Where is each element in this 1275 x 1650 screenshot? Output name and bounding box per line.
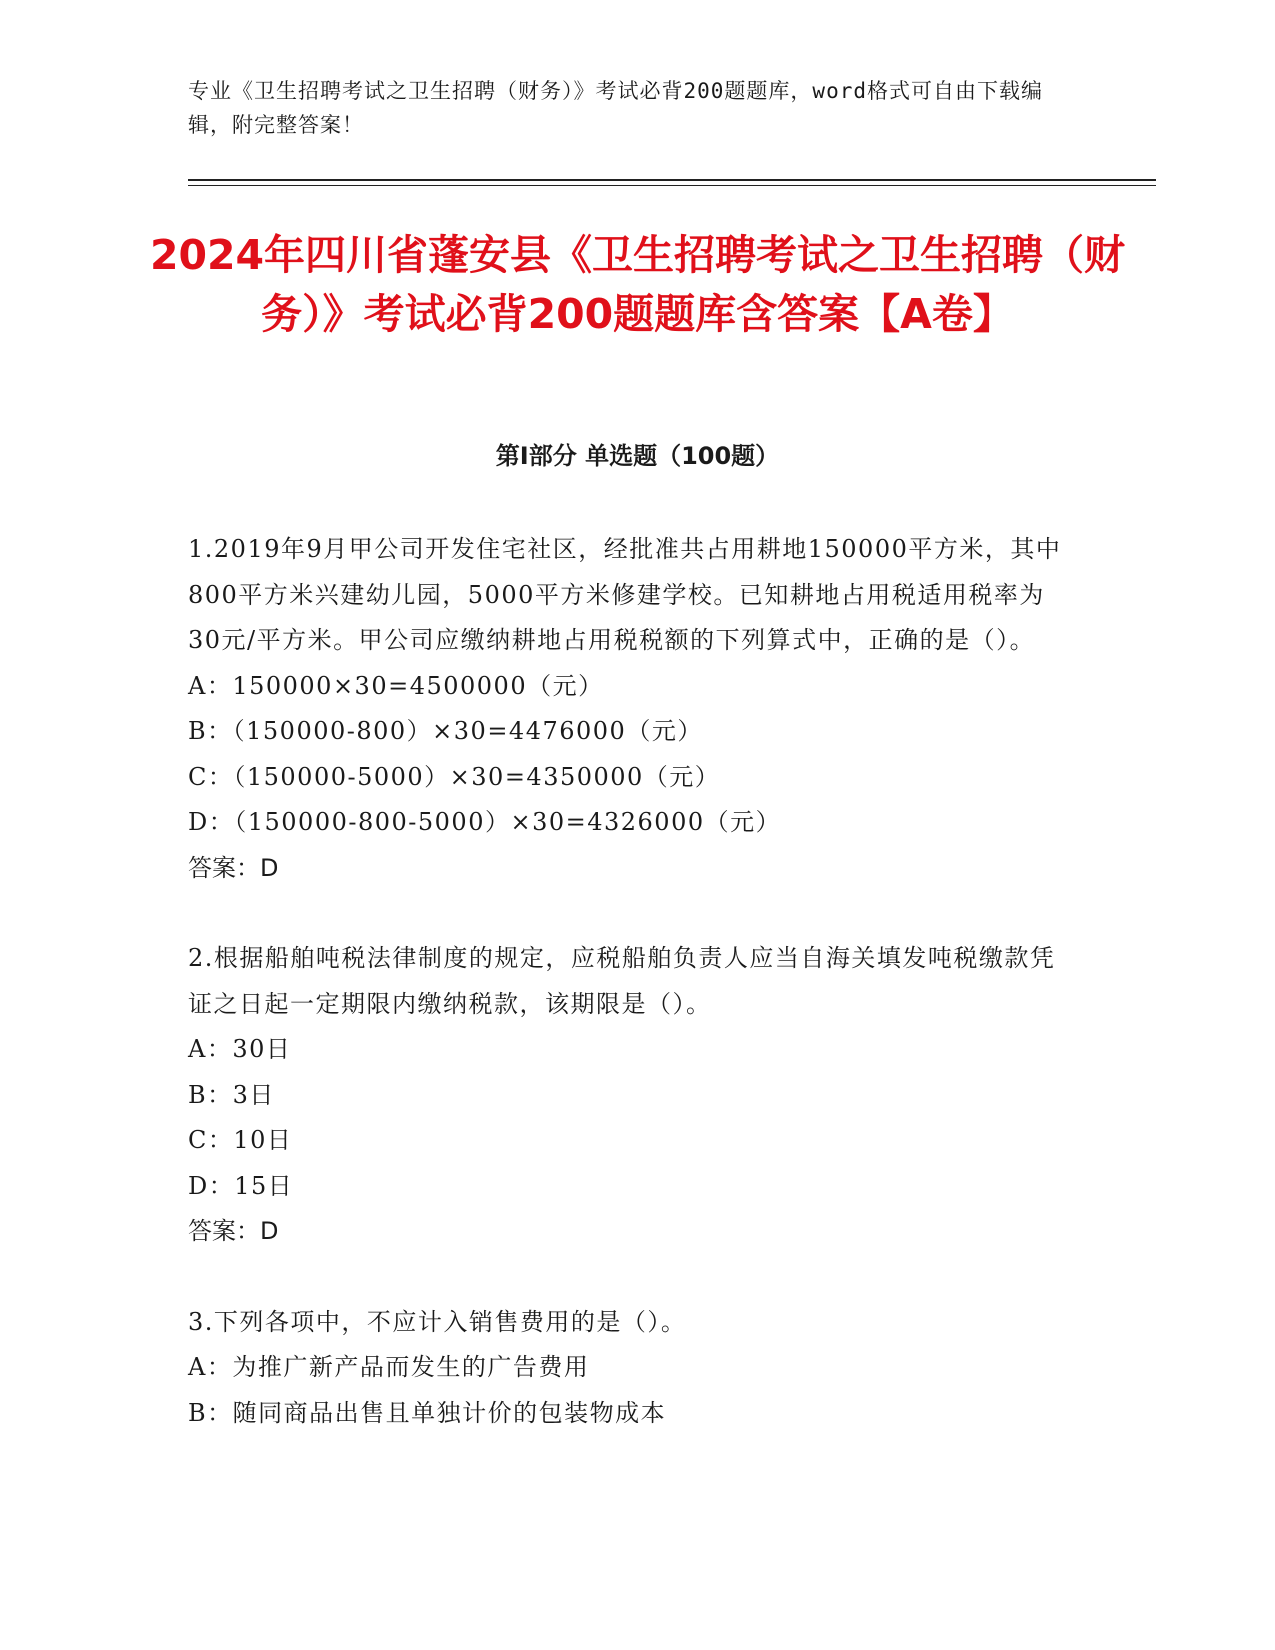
option-b: B：（150000-800）×30=4476000（元） bbox=[188, 717, 703, 745]
question-3 bbox=[188, 1300, 1078, 1437]
option-b: B：3日 bbox=[188, 1080, 275, 1109]
option-a: A：150000×30=4500000（元） bbox=[188, 671, 604, 700]
question-stem: 1.2019年9月甲公司开发住宅社区，经批准共占用耕地150000平方米，其中800平方米兴建幼儿园，5000平方米修建学校。已知耕地占用税适用税率为30元/平方米。甲公司应缴纳耕地占用税税额的下列算式中，正确的是（）。 bbox=[188, 535, 1062, 654]
answer: 答案：D bbox=[188, 1217, 279, 1245]
section-heading: 第Ⅰ部分 单选题（100题） bbox=[495, 442, 780, 470]
header-divider-thick bbox=[188, 179, 1156, 181]
question-stem: 2.根据船舶吨税法律制度的规定，应税船舶负责人应当自海关填发吨税缴款凭证之日起一定期限内缴纳税款，该期限是（）。 bbox=[188, 944, 1056, 1018]
option-a: A：为推广新产品而发生的广告费用 bbox=[188, 1353, 590, 1381]
question-2 bbox=[188, 936, 1078, 1255]
option-b: B：随同商品出售且单独计价的包装物成本 bbox=[188, 1398, 667, 1427]
option-c: C：（150000-5000）×30=4350000（元） bbox=[188, 762, 721, 791]
option-a: A：30日 bbox=[188, 1035, 292, 1063]
header-note: 专业《卫生招聘考试之卫生招聘（财务）》考试必背200题题库，word格式可自由下载编辑，附完整答案！ bbox=[188, 79, 1043, 137]
question-stem: 3.下列各项中，不应计入销售费用的是（）。 bbox=[188, 1307, 687, 1336]
question-1 bbox=[188, 527, 1078, 891]
header-divider-thin bbox=[188, 185, 1156, 186]
option-c: C：10日 bbox=[188, 1126, 293, 1154]
answer: 答案：D bbox=[188, 853, 279, 882]
question-list bbox=[188, 527, 1078, 1481]
option-d: D：（150000-800-5000）×30=4326000（元） bbox=[188, 808, 782, 836]
option-d: D：15日 bbox=[188, 1171, 294, 1200]
document-title: 2024年四川省蓬安县《卫生招聘考试之卫生招聘（财务）》考试必背200题题库含答案【A卷】 bbox=[149, 231, 1126, 338]
